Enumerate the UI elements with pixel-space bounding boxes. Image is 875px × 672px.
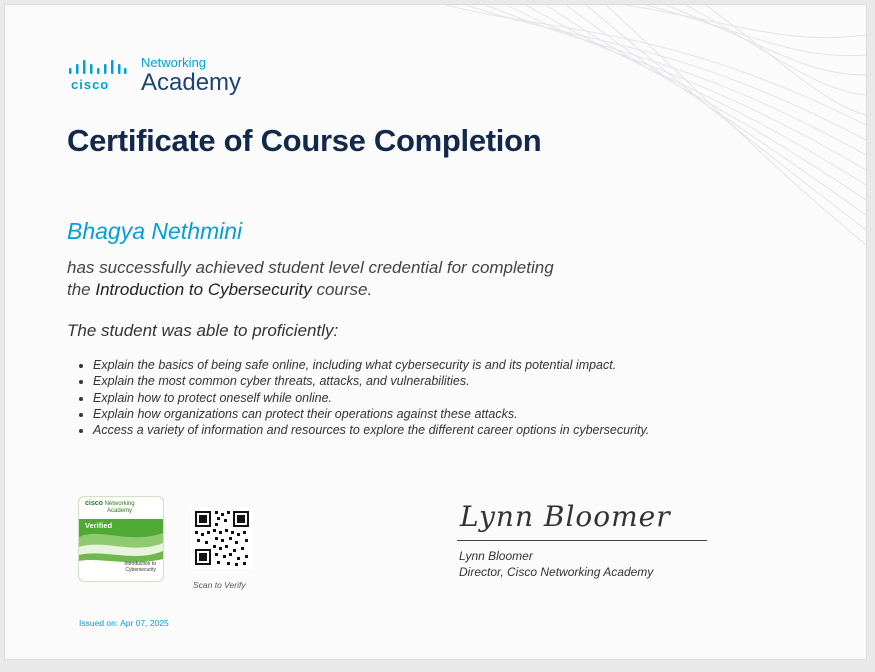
skill-item: • Explain how to protect oneself while online.	[93, 390, 649, 406]
badge-verified-label: Verified	[85, 521, 113, 530]
skill-item: • Explain the basics of being safe online, including what cybersecurity is and its potential impact.	[93, 357, 649, 373]
certificate	[4, 4, 867, 660]
cisco-logo	[67, 55, 127, 95]
badge-academy-text: Academy	[107, 508, 133, 514]
skill-item: • Explain the most common cyber threats, attacks, and vulnerabilities.	[93, 373, 649, 389]
badge-cisco-text: cisco	[85, 500, 103, 507]
student-name: Bhagya Nethmini	[67, 218, 243, 244]
signer-role: Director, Cisco Networking Academy	[459, 565, 654, 579]
verified-badge[interactable]	[78, 496, 164, 582]
badge-networking-text: Networking	[104, 501, 135, 507]
signer-block	[459, 548, 653, 580]
qr-scan-label: Scan to Verify	[193, 580, 246, 590]
badge-header	[79, 497, 163, 519]
logo-networking-text: Networking	[141, 55, 207, 70]
skills-list	[75, 357, 649, 438]
signer-name: Lynn Bloomer	[459, 549, 533, 563]
skill-item: • Explain how organizations can protect their operations against these attacks.	[93, 406, 649, 422]
cisco-bars-icon	[67, 59, 127, 75]
qr-code[interactable]	[191, 502, 253, 574]
course-name: Introduction to Cybersecurity	[95, 280, 312, 299]
badge-course-name	[108, 561, 156, 573]
skill-item: • Access a variety of information and resources to explore the different career options in cybersecurity.	[93, 422, 649, 438]
achievement-prefix: the	[67, 280, 96, 299]
achievement-suffix: course.	[311, 280, 373, 299]
proficiency-heading: The student was able to proficiently:	[67, 321, 339, 340]
achievement-line-1: has successfully achieved student level credential for completing	[67, 258, 554, 277]
achievement-statement	[67, 257, 554, 301]
certificate-title: Certificate of Course Completion	[67, 123, 542, 158]
badge-course-line-1: Introduction to	[124, 561, 156, 567]
achievement-line-2	[67, 279, 554, 301]
cisco-wordmark: cisco	[71, 77, 110, 92]
logo-academy-text: Academy	[141, 69, 242, 96]
issued-date: Issued on: Apr 07, 2025	[79, 618, 169, 628]
signature-script: Lynn Bloomer	[460, 500, 671, 533]
signature-line	[457, 540, 707, 541]
cisco-networking-academy-logo	[67, 55, 241, 95]
badge-course-line-2: Cybersecurity	[125, 567, 156, 573]
badge-logo	[85, 500, 135, 515]
